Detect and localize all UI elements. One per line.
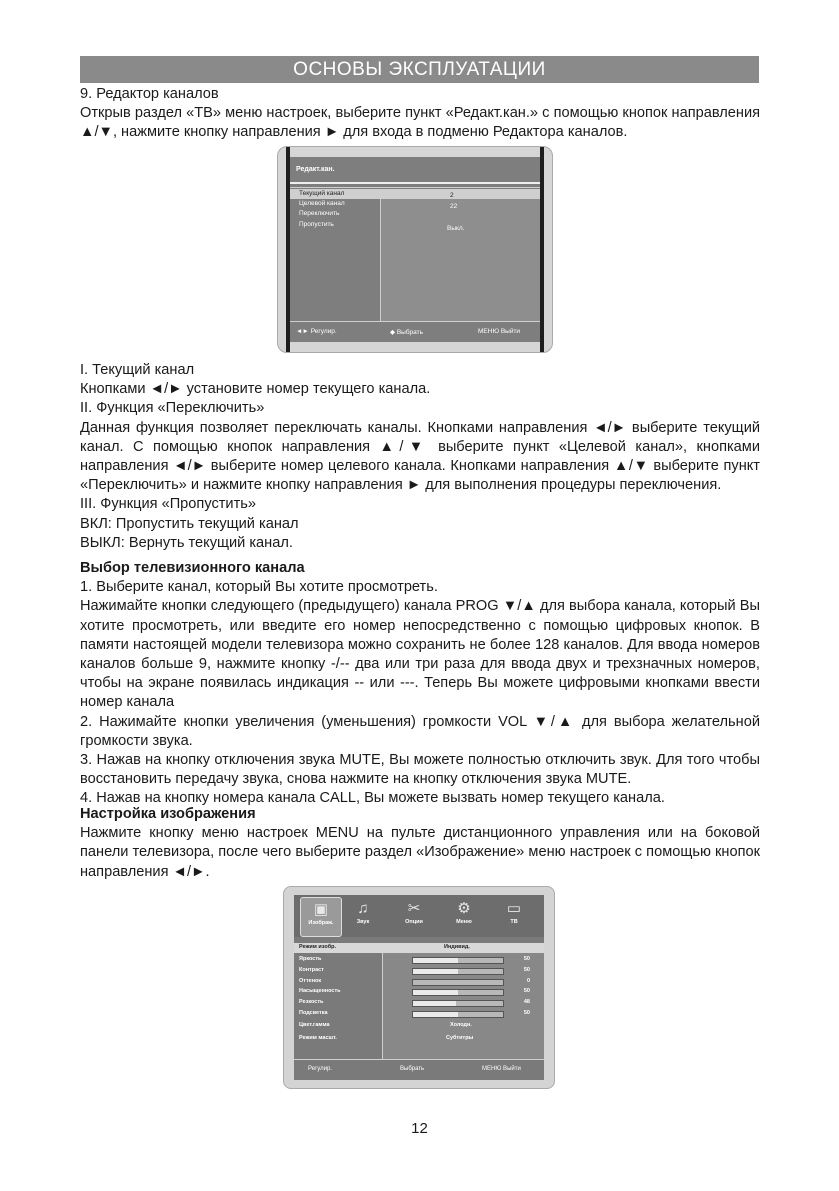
sound-icon: ♫ bbox=[357, 900, 369, 917]
tv-p4: 3. Нажав на кнопку отключения звука MUTE, Вы можете полностью отключить звук. Для того чтобы восстановить передачу звука, снова нажмите на кнопку отключения звука MUTE. bbox=[80, 752, 760, 788]
menu-panel bbox=[290, 157, 540, 342]
slider-label[interactable]: Яркость bbox=[299, 956, 322, 962]
color-gamma-label[interactable]: Цвет.гамма bbox=[299, 1022, 330, 1028]
adjust-hint: Регулир. bbox=[308, 1066, 332, 1072]
tab-options[interactable] bbox=[394, 897, 434, 935]
tab-menu[interactable] bbox=[444, 897, 484, 935]
scale-mode-label[interactable]: Режим масшт. bbox=[299, 1035, 337, 1041]
section-3-off: ВЫКЛ: Вернуть текущий канал. bbox=[80, 534, 293, 551]
value-panel bbox=[380, 189, 540, 322]
intro-block bbox=[80, 85, 760, 143]
row-label-target-channel[interactable]: Целевой канал bbox=[299, 200, 345, 207]
tab-label: Звук bbox=[356, 919, 370, 925]
tv-p5: 4. Нажав на кнопку номера канала CALL, Вы можете вызвать номер текущего канала. bbox=[80, 790, 665, 807]
slider-bar[interactable] bbox=[412, 1000, 504, 1007]
slider-fill bbox=[413, 969, 458, 974]
slider-label[interactable]: Контраст bbox=[299, 966, 324, 973]
menu-title: Редакт.кан. bbox=[296, 166, 335, 173]
slider-fill bbox=[413, 990, 458, 995]
slider-value: 0 bbox=[526, 977, 530, 984]
menu-panel bbox=[294, 895, 544, 1080]
tv-p2: Нажимайте кнопки следующего (предыдущего) канала PROG ▼/▲ для выбора канала, который Вы хотите просмотреть, или введите его номер непосредственно с помощью цифровых кнопок. В памяти настоящей модели телевизора можно сохранить не более 128 каналов. Для ввода номеров каналов больше 9, нажмите кнопку -/-- два или три раза для ввода двух и трехзначных номеров, чтобы на экране появилась индикация -- или ---. Теперь Вы можете цифровыми кнопками ввести номер канала bbox=[80, 598, 760, 711]
divider bbox=[290, 187, 540, 188]
section-1-title: I. Текущий канал bbox=[80, 362, 195, 378]
row-value-skip: Выкл. bbox=[447, 225, 465, 232]
tv-p3: 2. Нажимайте кнопки увеличения (уменьшения) громкости VOL ▼/▲ для выбора желательной громкости звука. bbox=[80, 713, 760, 749]
slider-label[interactable]: Оттенок bbox=[299, 977, 322, 984]
slider-bar[interactable] bbox=[412, 989, 504, 996]
slider-fill bbox=[413, 958, 458, 963]
slider-bar[interactable] bbox=[412, 1011, 504, 1018]
row-value-target-channel: 22 bbox=[450, 203, 458, 210]
slider-value: 50 bbox=[523, 1010, 530, 1016]
section-3-on: ВКЛ: Пропустить текущий канал bbox=[80, 515, 299, 532]
slider-value: 48 bbox=[523, 999, 530, 1006]
slider-value: 50 bbox=[523, 988, 530, 995]
slider-value: 50 bbox=[523, 966, 530, 973]
exit-hint: МЕНЮ Выйти bbox=[478, 328, 521, 335]
select-hint: Выбрать bbox=[400, 1066, 425, 1072]
tab-sound[interactable] bbox=[343, 897, 383, 935]
divider bbox=[290, 182, 540, 184]
select-label: Выбрать bbox=[396, 329, 423, 336]
slider-label[interactable]: Подсветка bbox=[299, 1010, 328, 1016]
adjust-hint bbox=[296, 328, 337, 335]
tab-label: ТВ bbox=[510, 919, 518, 925]
tv-channel-section bbox=[80, 559, 760, 809]
row-label-switch[interactable]: Переключить bbox=[299, 210, 340, 217]
slider-bar[interactable] bbox=[412, 968, 504, 975]
row-label-current-channel[interactable]: Текущий канал bbox=[299, 190, 345, 197]
page-number: 12 bbox=[411, 1120, 428, 1137]
left-right-arrows-icon: ◄► bbox=[296, 328, 309, 335]
tab-picture[interactable] bbox=[300, 897, 342, 937]
options-icon: ✂ bbox=[407, 900, 421, 917]
row-label-skip[interactable]: Пропустить bbox=[299, 221, 334, 228]
tv-p1: 1. Выберите канал, который Вы хотите просмотреть. bbox=[80, 579, 438, 596]
slider-fill bbox=[413, 1001, 456, 1006]
picture-icon: ▣ bbox=[313, 901, 329, 918]
section-header: ОСНОВЫ ЭКСПЛУАТАЦИИ bbox=[80, 56, 759, 83]
picture-mode-label[interactable]: Режим изобр. bbox=[299, 944, 337, 950]
channel-editor-screenshot bbox=[277, 146, 553, 353]
tab-label: Опции bbox=[405, 919, 423, 925]
intro-heading: 9. Редактор каналов bbox=[80, 86, 219, 102]
exit-hint: МЕНЮ Выйти bbox=[482, 1066, 521, 1072]
menu-footer bbox=[294, 1059, 544, 1080]
slider-label[interactable]: Резкость bbox=[299, 999, 324, 1006]
tab-tv[interactable] bbox=[494, 897, 534, 935]
frame-right bbox=[540, 147, 544, 352]
color-gamma-value: Холодн. bbox=[450, 1022, 472, 1028]
section-1-text: Кнопками ◄/► установите номер текущего канала. bbox=[80, 381, 431, 398]
image-p1: Нажмите кнопку меню настроек MENU на пульте дистанционного управления или на боковой панели телевизора, после чего выберите раздел «Изображение» меню настроек с помощью кнопок направления ◄/►. bbox=[80, 825, 760, 880]
section-2-title: II. Функция «Переключить» bbox=[80, 400, 265, 417]
menu-footer bbox=[290, 321, 540, 342]
slider-value: 50 bbox=[523, 956, 530, 962]
section-2-text: Данная функция позволяет переключать каналы. Кнопками направления ◄/► выберите текущий канал. С помощью кнопок направления ▲/▼ выберите пункт «Целевой канал», кнопками направления ◄/► выберите номер целевого канала. Кнопками направления ▲/▼ выберите пункт «Переключить» и нажмите кнопку направления ► для выполнения процедуры переключения. bbox=[80, 419, 760, 494]
image-heading: Настройка изображения bbox=[80, 806, 256, 822]
tab-label: Изображ. bbox=[308, 920, 334, 926]
tv-heading: Выбор телевизионного канала bbox=[80, 560, 305, 576]
up-down-arrows-icon: ◆ bbox=[390, 329, 395, 336]
menu-tabs bbox=[294, 895, 544, 937]
picture-menu-screenshot bbox=[283, 886, 555, 1089]
menu-icon: ⚙ bbox=[457, 900, 471, 917]
slider-fill bbox=[413, 1012, 458, 1017]
slider-label[interactable]: Насыщенность bbox=[299, 988, 341, 995]
picture-mode-value: Индивид. bbox=[444, 944, 470, 950]
intro-text: Открыв раздел «ТВ» меню настроек, выберите пункт «Редакт.кан.» с помощью кнопок направления ▲/▼, нажмите кнопку направления ► для входа в подменю Редактора каналов. bbox=[80, 105, 760, 141]
slider-bar[interactable] bbox=[412, 957, 504, 964]
scale-mode-value: Субтитры bbox=[446, 1035, 474, 1041]
section-3-title: III. Функция «Пропустить» bbox=[80, 496, 256, 513]
row-value-current-channel: 2 bbox=[450, 192, 454, 199]
image-settings-section bbox=[80, 805, 760, 882]
editor-functions bbox=[80, 361, 760, 553]
tv-icon: ▭ bbox=[506, 900, 522, 917]
adjust-label: Регулир. bbox=[310, 328, 337, 335]
slider-bar[interactable] bbox=[412, 979, 504, 986]
select-hint bbox=[390, 328, 423, 336]
tab-label: Меню bbox=[456, 919, 472, 925]
